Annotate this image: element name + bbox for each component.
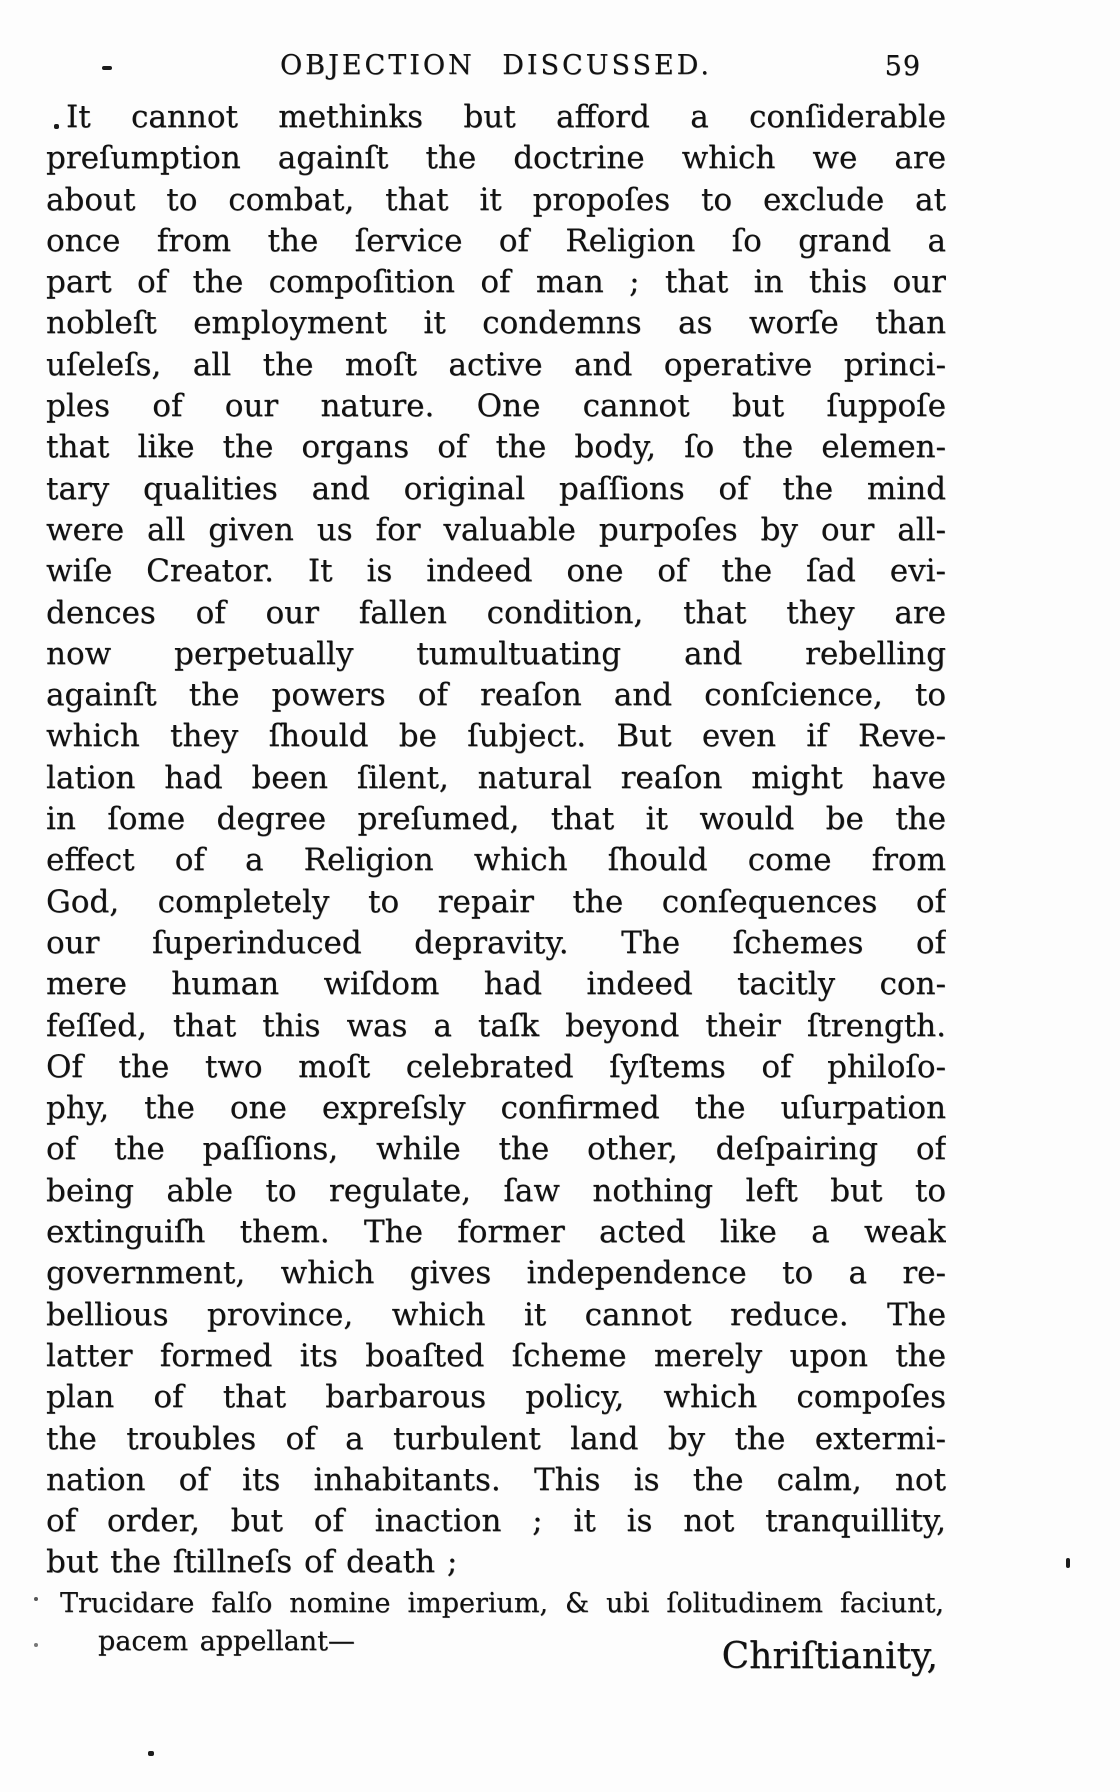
footnote-line: Trucidare falſo nomine imperium, & ubi ſolitudinem faciunt, xyxy=(60,1588,944,1619)
body-line: Of the two moſt celebrated ſyſtems of philoſo- xyxy=(46,1048,946,1085)
body-line: that like the organs of the body, ſo the elemen- xyxy=(46,429,946,466)
body-line: government, which gives independence to a re- xyxy=(46,1255,946,1292)
body-line: latter formed its boaſted ſcheme merely upon the xyxy=(46,1337,946,1374)
ink-speck xyxy=(34,1597,38,1601)
page-header xyxy=(46,50,946,84)
body-line: plan of that barbarous policy, which compoſes xyxy=(46,1379,946,1416)
body-line: preſumption againſt the doctrine which we are xyxy=(46,140,946,177)
body-line: God, completely to repair the conſequences of xyxy=(46,883,946,920)
body-line: It cannot methinks but afford a conſiderable xyxy=(66,99,946,135)
ink-speck xyxy=(1066,1558,1070,1568)
body-line: our ſuperinduced depravity. The ſchemes of xyxy=(46,924,946,961)
body-line: mere human wiſdom had indeed tacitly con- xyxy=(46,966,946,1003)
ink-speck xyxy=(148,1751,154,1756)
body-line: being able to regulate, ſaw nothing left but to xyxy=(46,1172,946,1209)
body-line: nation of its inhabitants. This is the calm, not xyxy=(46,1461,946,1498)
body-line: the troubles of a turbulent land by the extermi- xyxy=(46,1420,946,1457)
body-line: feſſed, that this was a taſk beyond their ſtrength. xyxy=(46,1007,946,1044)
ink-speck xyxy=(34,1643,38,1647)
body-line: which they ſhould be ſubject. But even if Reve- xyxy=(46,718,946,755)
body-line: wiſe Creator. It is indeed one of the ſad evi- xyxy=(46,553,946,590)
body-line: effect of a Religion which ſhould come from xyxy=(46,842,946,879)
ink-speck xyxy=(54,124,59,129)
ink-speck xyxy=(102,66,112,70)
body-line: uſeleſs, all the moſt active and operative princi- xyxy=(46,346,946,383)
body-line: againſt the powers of reaſon and conſcience, to xyxy=(46,677,946,714)
footnote-line: pacem appellant— xyxy=(98,1626,355,1657)
body-line: once from the ſervice of Religion ſo grand a xyxy=(46,222,946,259)
body-line: phy, the one expreſsly confirmed the uſurpation xyxy=(46,1090,946,1127)
body-line: nobleſt employment it condemns as worſe than xyxy=(46,305,946,342)
body-line: now perpetually tumultuating and rebelling xyxy=(46,635,946,672)
body-line: about to combat, that it propoſes to exclude at xyxy=(46,181,946,218)
body-line: of the paſſions, while the other, deſpairing of xyxy=(46,1131,946,1168)
running-title: OBJECTION DISCUSSED. xyxy=(280,50,712,81)
body-line: part of the compoſition of man ; that in this our xyxy=(46,264,946,301)
body-line: tary qualities and original paſſions of the mind xyxy=(46,470,946,507)
body-line: ples of our nature. One cannot but ſuppoſe xyxy=(46,388,946,425)
body-line: were all given us for valuable purpoſes by our all- xyxy=(46,511,946,548)
page-number: 59 xyxy=(884,51,921,82)
body-line: bellious province, which it cannot reduce. The xyxy=(46,1296,946,1333)
body-line: of order, but of inaction ; it is not tranquillity, xyxy=(46,1503,946,1540)
body-paragraph xyxy=(46,97,946,1584)
catchword: Chriſtianity, xyxy=(721,1636,938,1677)
body-line: in ſome degree preſumed, that it would be the xyxy=(46,801,946,838)
body-line: dences of our fallen condition, that they are xyxy=(46,594,946,631)
body-line: extinguiſh them. The former acted like a weak xyxy=(46,1214,946,1251)
body-line: but the ſtillneſs of death ; xyxy=(46,1544,458,1581)
body-line: lation had been ſilent, natural reaſon might have xyxy=(46,759,946,796)
